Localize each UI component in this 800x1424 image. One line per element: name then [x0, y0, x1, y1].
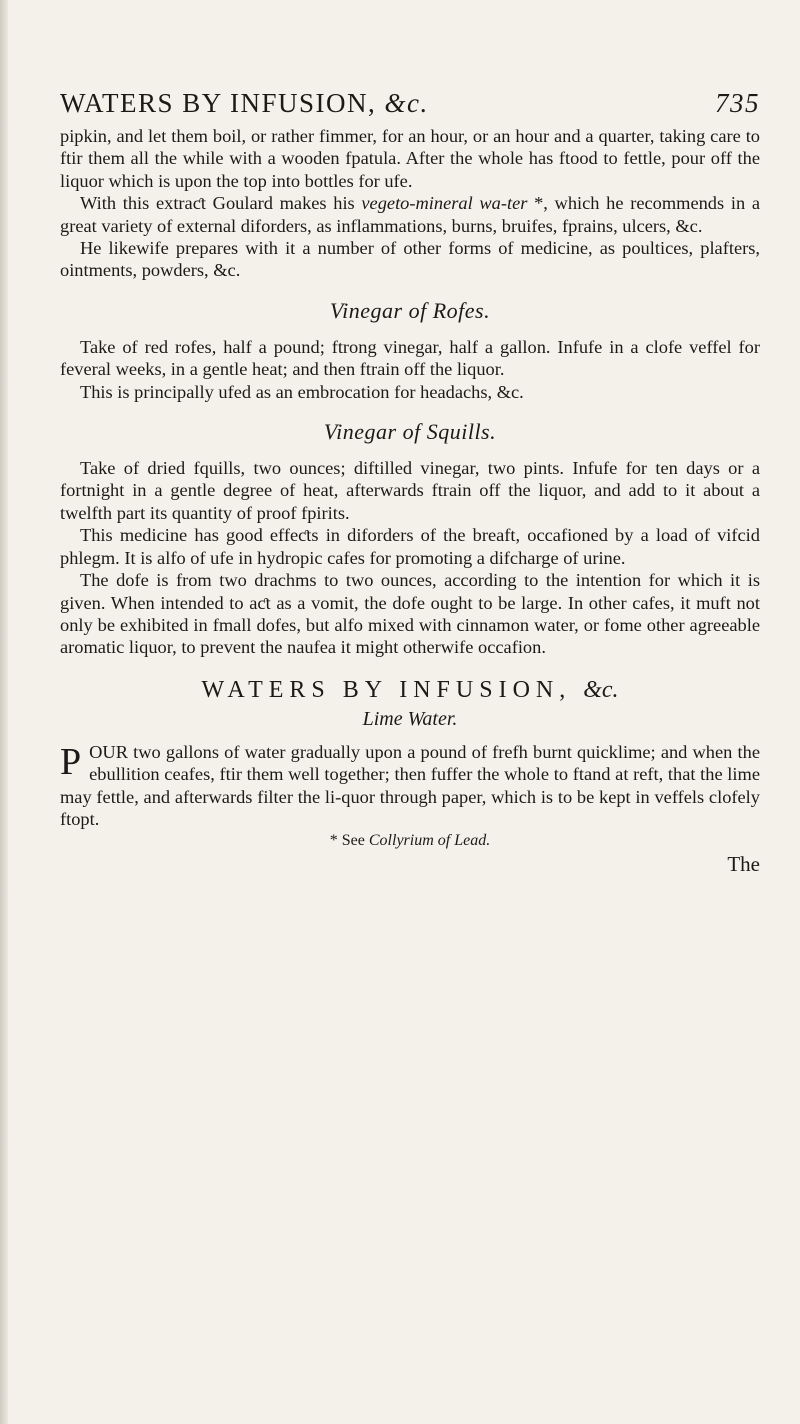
- paragraph: He likewife prepares with it a number of other forms of medicine, as poultices, plafters, ointments, powders, &c.: [60, 238, 760, 281]
- page-number: 735: [715, 88, 760, 118]
- catchword: The: [727, 852, 760, 877]
- footnote-prefix: See: [341, 832, 365, 850]
- book-page: [60, 88, 760, 877]
- drop-cap: P: [60, 740, 82, 783]
- recipe-heading-roses: Vinegar of Rofes.: [329, 297, 491, 323]
- paragraph: Take of red rofes, half a pound; ftrong vinegar, half a gallon. Infufe in a clofe veffel for feveral weeks, in a gentle heat; and then ftrain off the liquor.: [60, 336, 760, 380]
- running-head-title: [60, 88, 429, 119]
- running-head: [60, 88, 760, 119]
- footnote-marker: *: [329, 832, 338, 850]
- text-run: OUR two gallons of water gradually upon a pound of frefh burnt quicklime; and when the ebullition ceafes, ftir them well together; then fuffer the whole to ftand at reft, that the lime may fettle, and afterwards filter the li-quor through paper, which is to be kept in veffels clofely ftopt.: [60, 741, 760, 829]
- footnote: [60, 832, 760, 850]
- running-head-text: WATERS BY INFUSION,: [60, 88, 377, 118]
- paragraph-lime-water: [60, 741, 760, 831]
- paragraph: This is principally ufed as an embrocation for headachs, &c.: [80, 381, 524, 402]
- recipe-heading-squills: Vinegar of Squills.: [323, 419, 497, 445]
- paragraph: This medicine has good effeƈts in diforders of the breaft, occafioned by a load of vifcid phlegm. It is alfo of ufe in hydropic cafes for promoting a difcharge of urine.: [60, 525, 760, 568]
- paragraph: pipkin, and let them boil, or rather fimmer, for an hour, or an hour and a quarter, taking care to ftir them all the while with a wooden fpatula. After the whole has ftood to fettle, pour off the liquor which is upon the top into bottles for ufe.: [60, 126, 760, 191]
- italic-term: vegeto-mineral wa-ter: [361, 193, 528, 214]
- section-heading: [60, 677, 760, 704]
- recipe-heading-lime-water: Lime Water.: [362, 707, 458, 730]
- text-run: *, which he recommends in a great variety of external diforders, as inflammations, burns, bruifes, fprains, ulcers, &c.: [60, 193, 760, 236]
- page-edge: [0, 0, 8, 1424]
- paragraph: The dofe is from two drachms to two ounces, according to the intention for which it is given. When intended to aƈt as a vomit, the dofe ought to be large. In other cafes, it muft not only be exhibited in fmall dofes, but alfo mixed with cinnamon water, or fome other agreeable aromatic liquor, to prevent the naufea it might otherwife occafion.: [60, 570, 760, 658]
- section-heading-text: WATERS BY INFUSION,: [201, 676, 572, 703]
- text-run: With this extraƈt Goulard makes his: [80, 193, 362, 214]
- paragraph: Take of dried fquills, two ounces; diftilled vinegar, two pints. Infufe for ten days or a fortnight in a gentle degree of heat, afterwards ftrain off the liquor, and add to it about a twelfth part its quantity of proof fpirits.: [60, 458, 760, 523]
- paragraph-goulard: [60, 192, 760, 237]
- running-head-etc: &c.: [384, 88, 429, 118]
- section-heading-etc: &c.: [583, 676, 619, 703]
- footnote-ref: Collyrium of Lead.: [368, 832, 491, 850]
